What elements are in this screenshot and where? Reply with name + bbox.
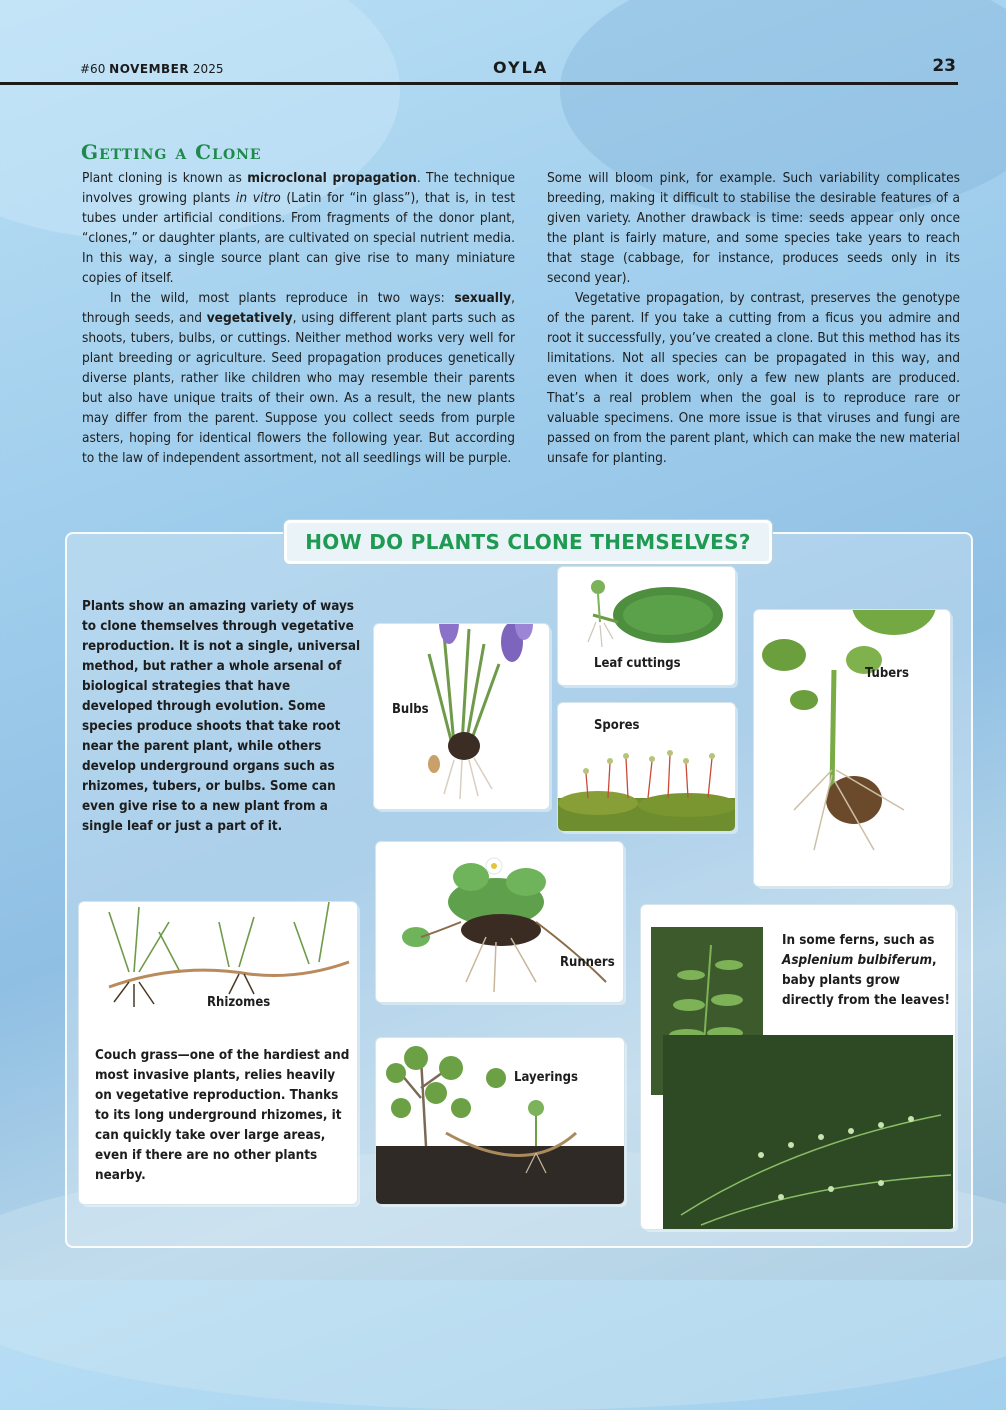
issue-number: #60 <box>80 62 106 76</box>
spores-label: Spores <box>594 718 640 733</box>
runners-card <box>376 842 623 1002</box>
paragraph: In the wild, most plants reproduce in two ways: sexually, through seeds, and vegetatively, using different plant parts such as shoots, tubers, bulbs, or cuttings. Neither method works very well for plant breeding or agriculture. Seed propagation produces genetically diverse plants, rather like children who may resemble their parents but also have unique traits of their own. As a result, the new plants may differ from the parent. Suppose you collect seeds from purple asters, hoping for identical flowers the following year. But according to the law of independent assortment, not all seedlings will be purple. <box>82 290 515 466</box>
potato-tuber-illustration <box>754 610 950 886</box>
section-title: Getting a Clone <box>81 140 262 164</box>
layerings-card <box>376 1038 624 1204</box>
moss-spores-illustration <box>558 703 735 831</box>
strawberry-runners-illustration <box>376 842 623 1002</box>
fern-caption: In some ferns, such as Asplenium bulbiferum, baby plants grow directly from the leaves! <box>782 933 950 1008</box>
paragraph: Plant cloning is known as microclonal propagation. The technique involves growing plants in vitro (Latin for “in glass”), that is, in test tubes under artificial conditions. From fragments of the donor plant, “clones,” or daughter plants, are cultivated on special nutrient media. In this way, a single source plant can give rise to many miniature copies of itself. <box>82 170 516 286</box>
infographic-title: HOW DO PLANTS CLONE THEMSELVES? <box>284 520 772 564</box>
rhizome-caption: Couch grass—one of the hardiest and most invasive plants, relies heavily on vegetative reproduction. Thanks to its long underground rhizomes, it can quickly take over large areas, even if there are no other plants nearby. <box>95 1048 350 1183</box>
paragraph: Vegetative propagation, by contrast, preserves the genotype of the parent. If you take a cutting from a ficus you admire and root it successfully, you’ve created a clone. But this method has its limitations. Not all species can be propagated in this way, and even when it does work, only a few new plants are produced. That’s a real problem when the goal is to reproduce rare or valuable specimens. One more issue is that viruses and fungi are passed on from the parent plant, which can make the new material unsafe for planting. <box>547 290 960 466</box>
rhizomes-label: Rhizomes <box>207 995 271 1010</box>
runners-label: Runners <box>560 955 615 970</box>
issue-month: NOVEMBER <box>109 62 190 76</box>
article-right-column <box>547 168 960 468</box>
paragraph: Some will bloom pink, for example. Such variability complicates breeding, making it difficult to stabilise the desirable features of a given variety. Another drawback is time: seeds appear only once the plant is fairly mature, and some species take years to reach that stage (cabbage, for instance, produces seeds only in its second year). <box>547 170 960 286</box>
page-number: 23 <box>932 56 956 76</box>
magazine-logo: OYLA <box>493 58 549 77</box>
article-left-column <box>82 168 515 468</box>
issue-info <box>80 62 223 76</box>
issue-year: 2025 <box>192 62 224 76</box>
tubers-label: Tubers <box>865 666 909 681</box>
spores-card <box>558 703 735 831</box>
bulbs-label: Bulbs <box>392 702 429 717</box>
layerings-label: Layerings <box>514 1070 578 1085</box>
infographic-intro: Plants show an amazing variety of ways to clone themselves through vegetative reproduction. It is not a single, universal method, but rather a whole arsenal of biological strategies that have developed through evolution. Some species produce shoots that take root near the parent plant, while others develop underground organs such as rhizomes, tubers, or bulbs. Some can even give rise to a new plant from a single leaf or just a part of it. <box>82 599 361 834</box>
leaf-cuttings-label: Leaf cuttings <box>594 656 681 671</box>
layering-illustration <box>376 1038 624 1204</box>
tubers-card <box>754 610 950 886</box>
page-header <box>0 56 958 85</box>
